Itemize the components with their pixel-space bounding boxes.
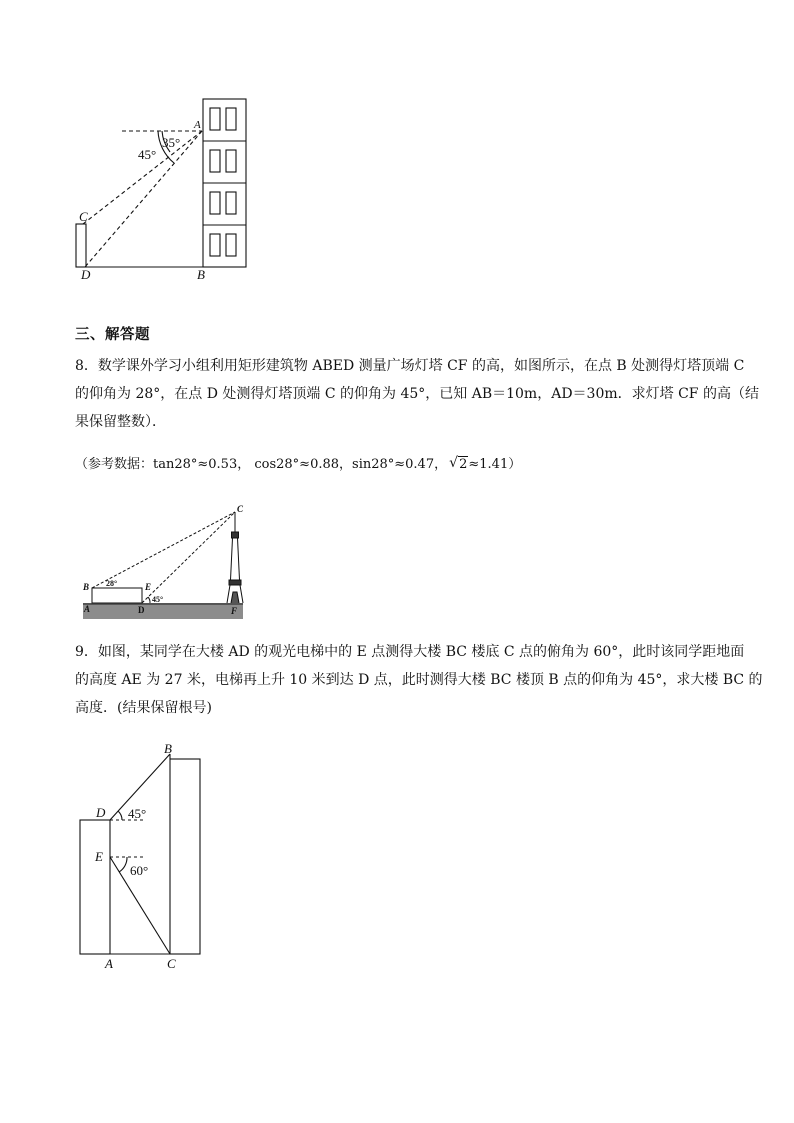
ground-band	[83, 603, 243, 619]
q8-reference-suffix: ≈1.41）	[468, 457, 522, 472]
building-ad	[80, 820, 110, 954]
label-f: F	[231, 606, 238, 616]
section-heading: 三、解答题	[75, 327, 150, 343]
label-c: C	[79, 209, 88, 224]
question-8-text	[75, 352, 759, 436]
building-abed	[92, 588, 142, 603]
label-d: D	[81, 267, 91, 282]
angle-60-label: 60°	[130, 863, 149, 878]
label-b: B	[83, 582, 90, 592]
angle-28-label: 28°	[106, 579, 118, 588]
label-d: D	[96, 805, 106, 820]
label-d: D	[138, 605, 145, 615]
angle-45-label: 45°	[128, 806, 147, 821]
label-c: C	[237, 504, 244, 514]
q8-reference-data	[75, 455, 521, 475]
sight-line-dc	[142, 512, 235, 603]
window-group	[210, 108, 236, 256]
angle-arc-45	[118, 811, 122, 820]
q9-line-3: 高度．(结果保留根号)	[75, 700, 212, 716]
label-c: C	[167, 956, 176, 971]
label-b: B	[197, 267, 205, 282]
figure-8-lighthouse	[75, 500, 255, 625]
figure-1-building	[70, 90, 260, 285]
label-e: E	[145, 582, 152, 592]
label-e: E	[95, 849, 103, 864]
sqrt-radicand: 2	[459, 457, 468, 472]
sight-line-bc	[92, 512, 235, 588]
q9-line-1: 9．如图，某同学在大楼 AD 的观光电梯中的 E 点测得大楼 BC 楼底 C 点的俯角为 60°，此时该同学距地面	[75, 644, 745, 660]
sqrt-symbol: √ 2	[449, 455, 468, 472]
question-9-text	[75, 638, 763, 722]
figure-9-buildings	[75, 735, 215, 975]
q9-line-2: 的高度 AE 为 27 米，电梯再上升 10 米到达 D 点，此时测得大楼 BC 楼顶 B 点的仰角为 45°，求大楼 BC 的	[75, 672, 763, 688]
angle-arc-60	[119, 857, 127, 872]
label-a: A	[194, 119, 201, 131]
label-b: B	[164, 741, 172, 756]
label-a: A	[84, 604, 91, 614]
lighthouse-tower	[227, 512, 243, 603]
angle-arc-45	[148, 597, 150, 603]
q8-line-1: 8．数学课外学习小组利用矩形建筑物 ABED 测量广场灯塔 CF 的高，如图所示，在点 B 处测得灯塔顶端 C	[75, 358, 745, 374]
angle-45-label: 45°	[138, 147, 157, 162]
q8-line-2: 的仰角为 28°，在点 D 处测得灯塔顶端 C 的仰角为 45°，已知 AB＝10m，AD＝30m．求灯塔 CF 的高（结	[75, 386, 759, 402]
label-a: A	[105, 956, 113, 971]
q8-line-3: 果保留整数）．	[75, 414, 166, 430]
sight-line-ac	[83, 131, 202, 224]
angle-35-label: 35°	[162, 135, 181, 150]
post-cd	[76, 224, 86, 267]
q8-reference-prefix: （参考数据：tan28°≈0.53， cos28°≈0.88，sin28°≈0.47，	[75, 457, 448, 472]
angle-45-label: 45°	[152, 595, 164, 604]
building-bc	[170, 759, 200, 954]
